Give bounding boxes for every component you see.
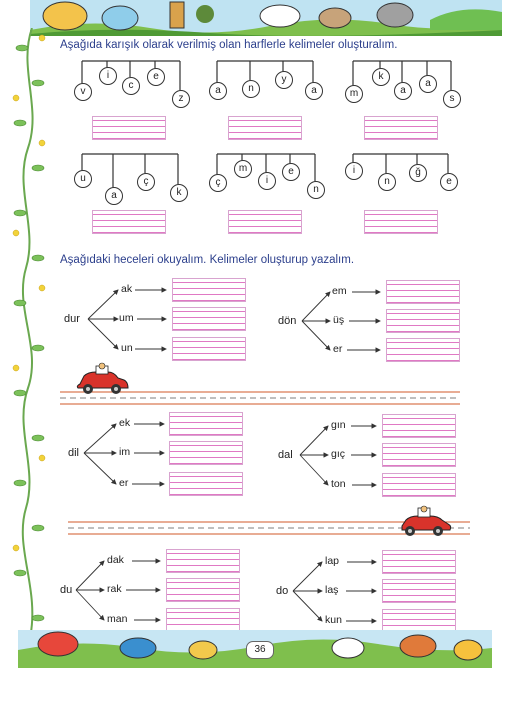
letter-circle: a: [394, 82, 412, 100]
answer-box[interactable]: [382, 579, 456, 603]
letter-circle: a: [209, 82, 227, 100]
syllable-ending: ek: [119, 417, 131, 429]
syllable-root: dal: [278, 449, 293, 461]
letter-circle: m: [234, 160, 252, 178]
syllable-ending: üş: [333, 314, 345, 326]
syllable-ending: rak: [107, 583, 122, 595]
answer-box[interactable]: [172, 337, 246, 361]
letter-circle: s: [443, 90, 461, 108]
car-icon: [74, 362, 130, 403]
instruction-letters: Aşağıda karışık olarak verilmiş olan harflerle kelimeler oluşturalım.: [60, 39, 398, 51]
answer-box[interactable]: [166, 549, 240, 573]
syllable-ending: un: [121, 342, 133, 354]
syllable-ending: er: [119, 477, 129, 489]
syllable-ending: im: [119, 446, 131, 458]
letter-circle: k: [372, 68, 390, 86]
letter-circle: i: [258, 172, 276, 190]
answer-box[interactable]: [169, 412, 243, 436]
car-icon: [398, 504, 454, 545]
letter-circle: z: [172, 90, 190, 108]
syllable-ending: lap: [325, 555, 340, 567]
letter-circle: v: [74, 83, 92, 101]
answer-box[interactable]: [386, 280, 460, 304]
letter-circle: i: [99, 67, 117, 85]
letter-circle: m: [345, 85, 363, 103]
letter-circle: k: [170, 184, 188, 202]
letter-circle: a: [419, 75, 437, 93]
letter-circle: a: [305, 82, 323, 100]
letter-circle: n: [307, 181, 325, 199]
answer-box[interactable]: [382, 550, 456, 574]
letter-circle: n: [378, 173, 396, 191]
answer-box[interactable]: [382, 414, 456, 438]
letter-circle: c: [122, 77, 140, 95]
answer-box[interactable]: [166, 608, 240, 632]
letter-circle: e: [282, 163, 300, 181]
syllable-ending: er: [333, 343, 343, 355]
letter-circle: i: [345, 162, 363, 180]
syllable-ending: laş: [325, 584, 339, 596]
syllable-ending: ton: [331, 478, 346, 490]
syllable-ending: um: [119, 312, 134, 324]
letter-circle: ç: [209, 174, 227, 192]
letter-circle: n: [242, 80, 260, 98]
answer-box[interactable]: [382, 443, 456, 467]
syllable-ending: dak: [107, 554, 124, 566]
answer-box[interactable]: [172, 278, 246, 302]
syllable-root: dur: [64, 313, 80, 325]
syllable-root: dön: [278, 315, 297, 327]
letter-circle: y: [275, 71, 293, 89]
letter-circle: u: [74, 170, 92, 188]
syllable-ending: kun: [325, 614, 342, 626]
letter-circle: ç: [137, 173, 155, 191]
syllable-ending: gıç: [331, 448, 346, 460]
answer-box[interactable]: [169, 441, 243, 465]
syllable-ending: gın: [331, 419, 346, 431]
syllable-ending: ak: [121, 283, 133, 295]
syllable-ending: man: [107, 613, 128, 625]
answer-box[interactable]: [169, 472, 243, 496]
syllable-root: do: [276, 585, 289, 597]
letter-circle: a: [105, 187, 123, 205]
syllable-root: du: [60, 584, 73, 596]
letter-circle: e: [147, 68, 165, 86]
answer-box[interactable]: [166, 578, 240, 602]
answer-box[interactable]: [386, 309, 460, 333]
syllable-root: dil: [68, 447, 80, 459]
letter-circle: e: [440, 173, 458, 191]
page-number: 36: [246, 641, 274, 659]
answer-box[interactable]: [386, 338, 460, 362]
instruction-syllables: Aşağıdaki heceleri okuyalım. Kelimeler oluşturup yazalım.: [60, 254, 355, 266]
answer-box[interactable]: [172, 307, 246, 331]
syllable-ending: em: [332, 285, 347, 297]
letter-circle: ğ: [409, 164, 427, 182]
answer-box[interactable]: [382, 473, 456, 497]
